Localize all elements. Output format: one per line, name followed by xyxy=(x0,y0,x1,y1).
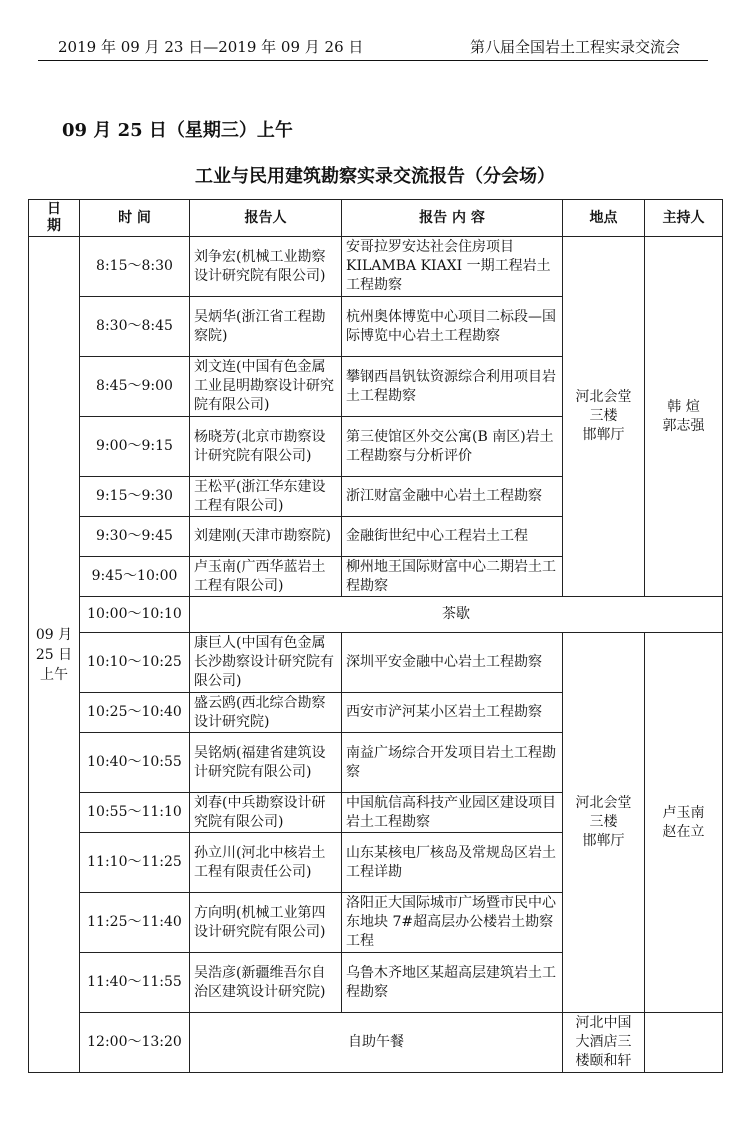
break-row xyxy=(29,597,723,633)
time-cell: 10:25～10:40 xyxy=(80,693,190,733)
lunch-row xyxy=(29,1013,723,1073)
content-cell: 第三使馆区外交公寓(B 南区)岩土工程勘察与分析评价 xyxy=(342,417,563,477)
break-label: 茶歇 xyxy=(190,597,723,633)
speaker-cell: 刘春(中兵勘察设计研究院有限公司) xyxy=(190,793,342,833)
speaker-cell: 刘争宏(机械工业勘察设计研究院有限公司) xyxy=(190,237,342,297)
content-cell: 柳州地王国际财富中心二期岩土工程勘察 xyxy=(342,557,563,597)
column-header-host: 主持人 xyxy=(645,200,723,237)
column-header-location: 地点 xyxy=(563,200,645,237)
content-cell: 金融街世纪中心工程岩土工程 xyxy=(342,517,563,557)
column-header-speaker: 报告人 xyxy=(190,200,342,237)
time-cell: 10:55～11:10 xyxy=(80,793,190,833)
page-header xyxy=(38,34,708,61)
speaker-cell: 方向明(机械工业第四设计研究院有限公司) xyxy=(190,893,342,953)
lunch-label: 自助午餐 xyxy=(190,1013,563,1073)
time-cell: 11:40～11:55 xyxy=(80,953,190,1013)
speaker-cell: 孙立川(河北中核岩土工程有限责任公司) xyxy=(190,833,342,893)
time-cell: 10:40～10:55 xyxy=(80,733,190,793)
speaker-cell: 吴炳华(浙江省工程勘察院) xyxy=(190,297,342,357)
content-cell: 安哥拉罗安达社会住房项目 KILAMBA KIAXI 一期工程岩土工程勘察 xyxy=(342,237,563,297)
content-cell: 杭州奥体博览中心项目二标段—国际博览中心岩土工程勘察 xyxy=(342,297,563,357)
table-header-row xyxy=(29,200,723,237)
speaker-cell: 王松平(浙江华东建设工程有限公司) xyxy=(190,477,342,517)
schedule-table xyxy=(28,199,723,1073)
time-cell: 11:10～11:25 xyxy=(80,833,190,893)
content-cell: 乌鲁木齐地区某超高层建筑岩土工程勘察 xyxy=(342,953,563,1013)
content-cell: 南益广场综合开发项目岩土工程勘察 xyxy=(342,733,563,793)
time-cell: 9:45～10:00 xyxy=(80,557,190,597)
conference-name: 第八届全国岩土工程实录交流会 xyxy=(469,38,680,56)
column-header-content: 报告 内 容 xyxy=(342,200,563,237)
time-cell: 8:30～8:45 xyxy=(80,297,190,357)
time-cell: 9:15～9:30 xyxy=(80,477,190,517)
content-cell: 中国航信高科技产业园区建设项目岩土工程勘察 xyxy=(342,793,563,833)
host-cell: 卢玉南 赵在立 xyxy=(645,633,723,1013)
time-cell: 9:00～9:15 xyxy=(80,417,190,477)
time-cell: 10:10～10:25 xyxy=(80,633,190,693)
speaker-cell: 卢玉南(广西华蓝岩土工程有限公司) xyxy=(190,557,342,597)
time-cell: 8:45～9:00 xyxy=(80,357,190,417)
session-title: 工业与民用建筑勘察实录交流报告（分会场） xyxy=(195,166,555,187)
speaker-cell: 吴浩彦(新疆维吾尔自治区建筑设计研究院) xyxy=(190,953,342,1013)
content-cell: 深圳平安金融中心岩土工程勘察 xyxy=(342,633,563,693)
speaker-cell: 刘文连(中国有色金属工业昆明勘察设计研究院有限公司) xyxy=(190,357,342,417)
conference-dates: 2019 年 09 月 23 日—2019 年 09 月 26 日 xyxy=(58,38,364,56)
speaker-cell: 刘建刚(天津市勘察院) xyxy=(190,517,342,557)
lunch-host-empty xyxy=(645,1013,723,1073)
table-row xyxy=(29,237,723,297)
location-cell: 河北会堂 三楼 邯郸厅 xyxy=(563,237,645,597)
column-header-time: 时 间 xyxy=(80,200,190,237)
content-cell: 攀钢西昌钒钛资源综合利用项目岩土工程勘察 xyxy=(342,357,563,417)
speaker-cell: 康巨人(中国有色金属长沙勘察设计研究院有限公司) xyxy=(190,633,342,693)
location-cell: 河北会堂 三楼 邯郸厅 xyxy=(563,633,645,1013)
break-time: 10:00～10:10 xyxy=(80,597,190,633)
content-cell: 山东某核电厂核岛及常规岛区岩土工程详勘 xyxy=(342,833,563,893)
speaker-cell: 吴铭炳(福建省建筑设计研究院有限公司) xyxy=(190,733,342,793)
column-header-date: 日 期 xyxy=(29,200,80,237)
speaker-cell: 盛云鸥(西北综合勘察设计研究院) xyxy=(190,693,342,733)
table-row xyxy=(29,633,723,693)
time-cell: 11:25～11:40 xyxy=(80,893,190,953)
date-cell: 09 月 25 日 上午 xyxy=(29,237,80,1073)
lunch-location: 河北中国 大酒店三 楼颐和轩 xyxy=(563,1013,645,1073)
lunch-time: 12:00～13:20 xyxy=(80,1013,190,1073)
time-cell: 8:15～8:30 xyxy=(80,237,190,297)
content-cell: 浙江财富金融中心岩土工程勘察 xyxy=(342,477,563,517)
date-heading: 09 月 25 日（星期三）上午 xyxy=(62,120,293,141)
time-cell: 9:30～9:45 xyxy=(80,517,190,557)
content-cell: 洛阳正大国际城市广场暨市民中心东地块 7#超高层办公楼岩土勘察工程 xyxy=(342,893,563,953)
content-cell: 西安市浐河某小区岩土工程勘察 xyxy=(342,693,563,733)
speaker-cell: 杨晓芳(北京市勘察设计研究院有限公司) xyxy=(190,417,342,477)
host-cell: 韩 煊 郭志强 xyxy=(645,237,723,597)
